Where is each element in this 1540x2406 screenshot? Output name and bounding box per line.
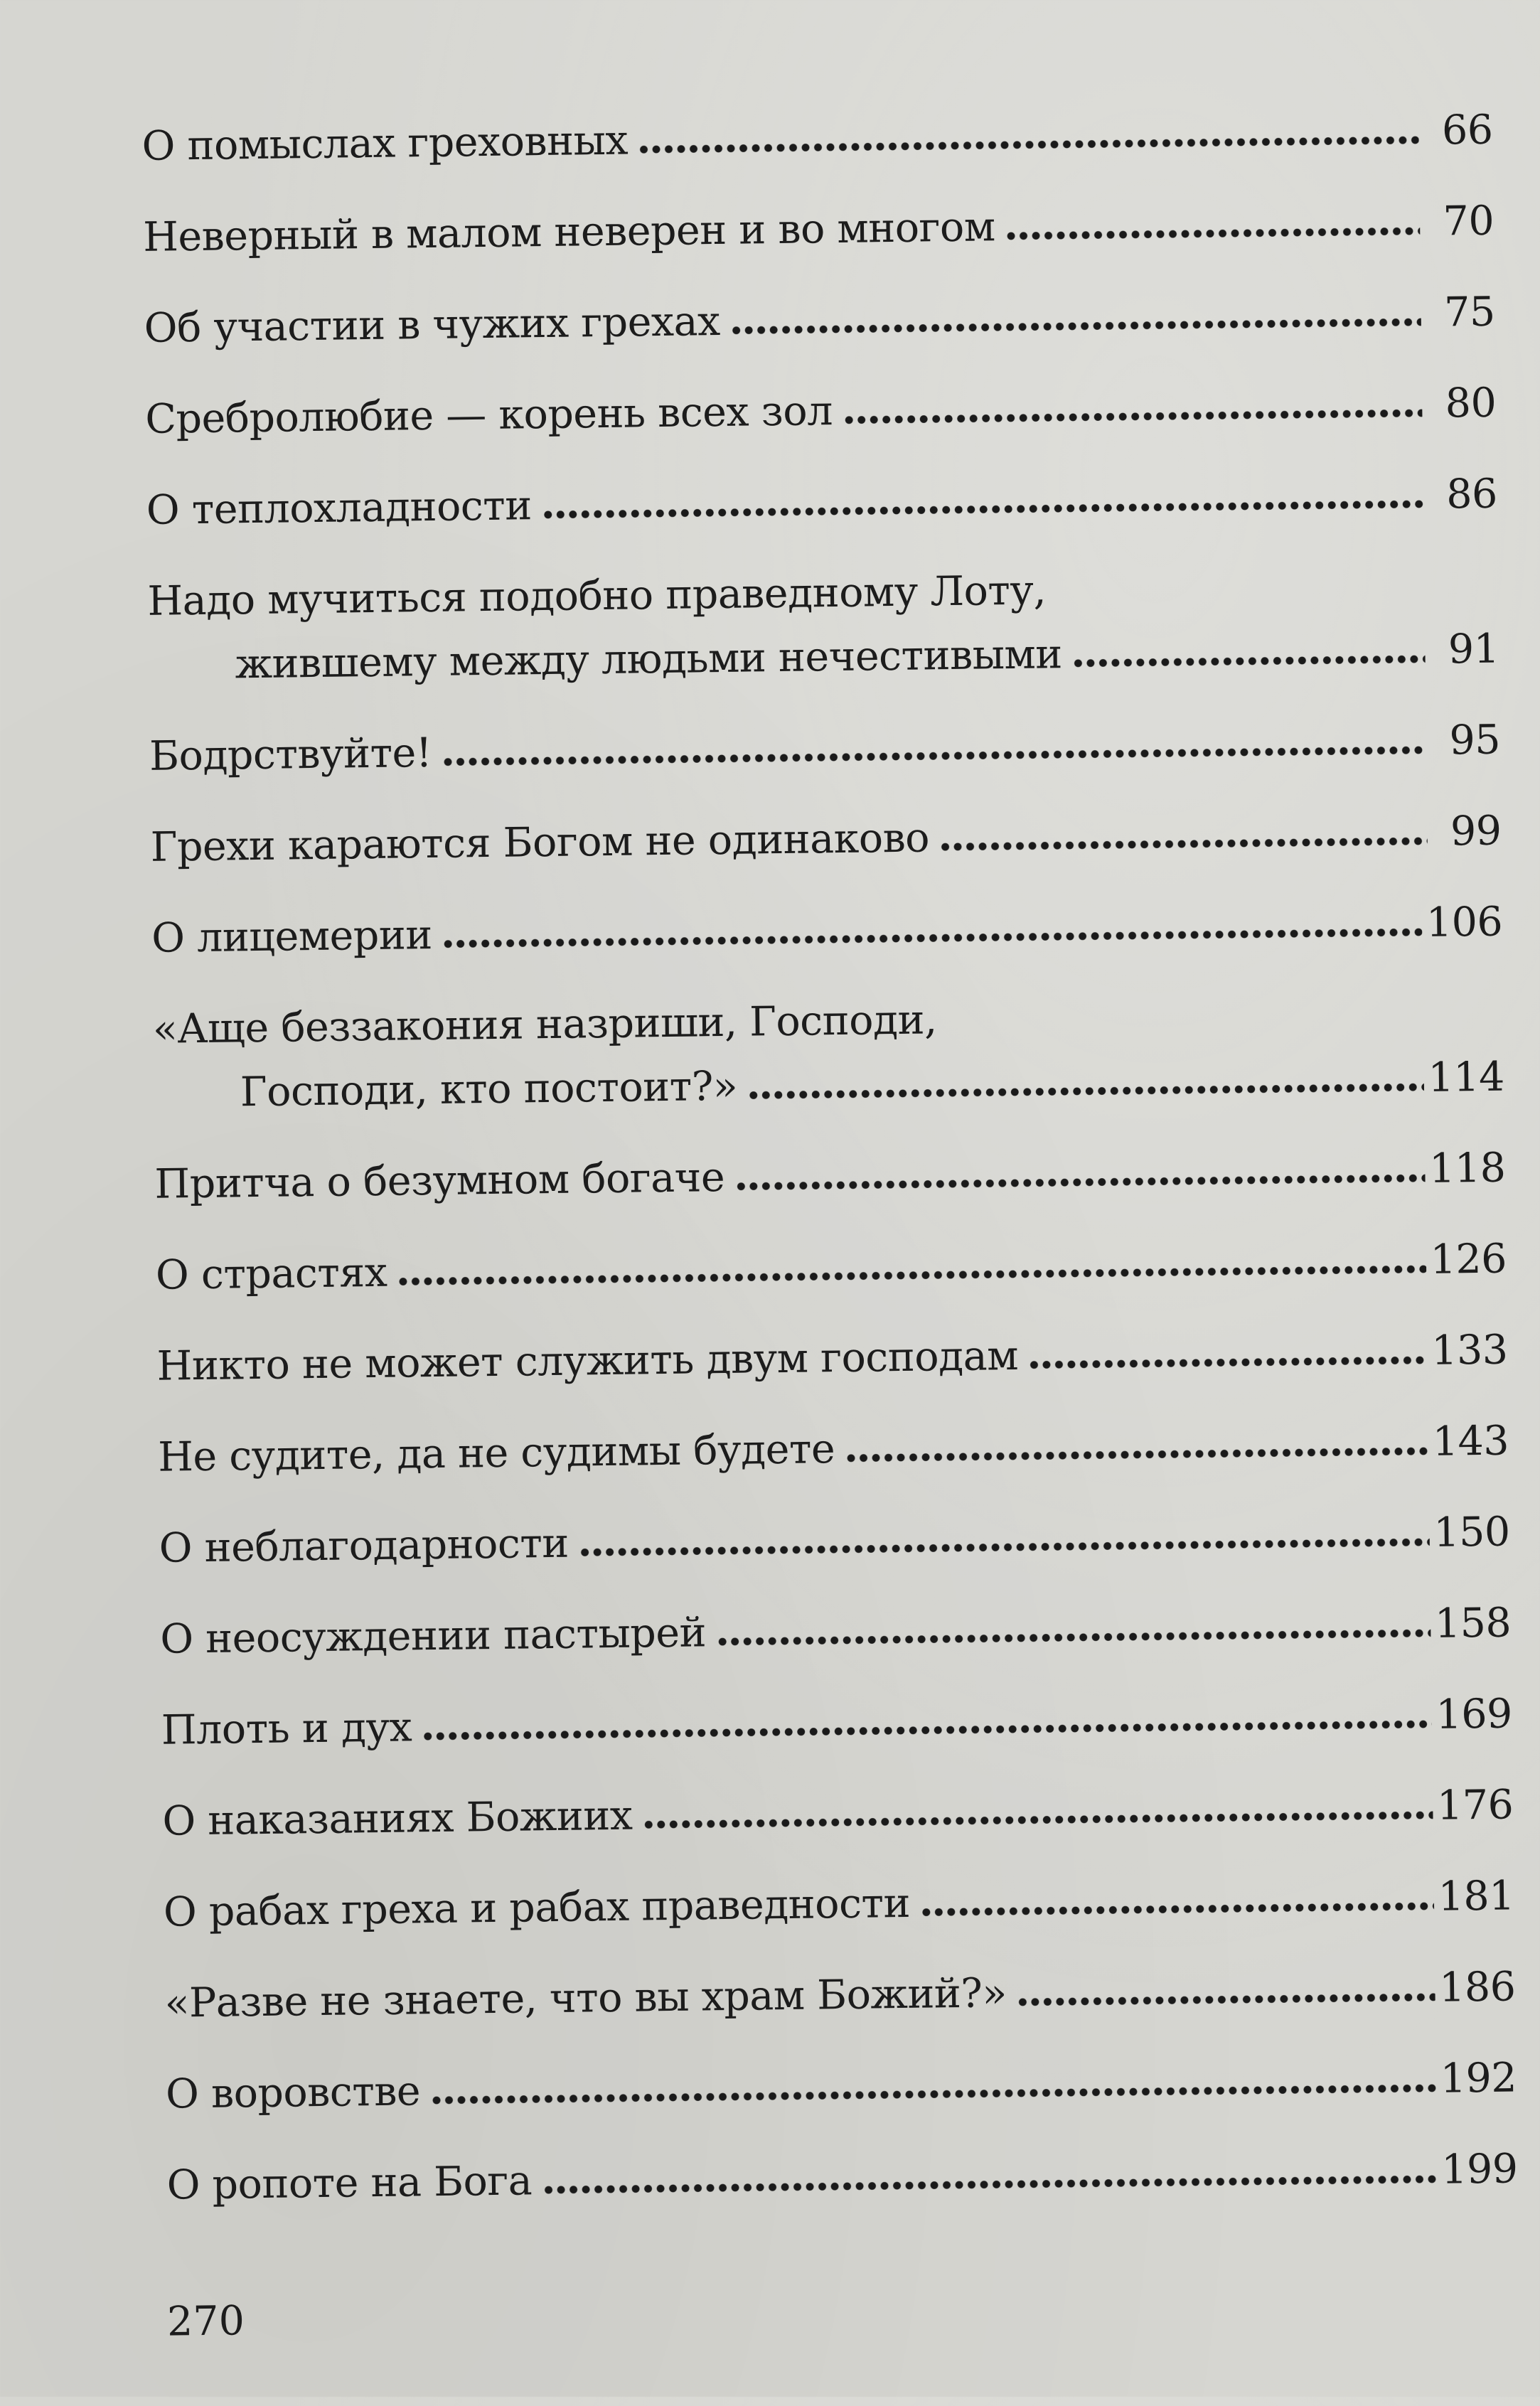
toc-entry-page: 158	[1434, 1599, 1512, 1647]
toc-entry-title-line-1: Надо мучиться подобно праведному Лоту,	[147, 567, 1047, 625]
toc-entry-page: 143	[1432, 1417, 1509, 1465]
toc-entry	[143, 189, 1494, 269]
dot-leader	[716, 1629, 1431, 1646]
toc-entry-title-line-2: Господи, кто постоит?»	[240, 1062, 738, 1116]
toc-entry-title: О наказаниях Божиих	[162, 1792, 633, 1845]
dot-leader	[442, 746, 1426, 766]
toc-entry	[141, 98, 1493, 178]
toc-entry-title-line-1: «Аще беззакония назриши, Господи,	[152, 996, 938, 1053]
toc-entry-page: 114	[1428, 1053, 1505, 1101]
dot-leader	[442, 928, 1422, 948]
dot-leader	[845, 1447, 1428, 1463]
toc-entry-page: 150	[1433, 1508, 1511, 1556]
toc-entry-multiline	[152, 981, 1504, 1126]
toc-entry	[146, 462, 1497, 542]
toc-entry-title: О рабах греха и рабах праведности	[163, 1879, 911, 1936]
toc-entry	[156, 1318, 1508, 1399]
dot-leader	[642, 1811, 1433, 1829]
toc-entry	[166, 2137, 1518, 2217]
toc-entry-page: 126	[1430, 1235, 1507, 1283]
dot-leader	[730, 318, 1421, 335]
toc-entry-title: О помыслах греховных	[141, 117, 629, 170]
dot-leader	[542, 500, 1423, 519]
toc-entry	[150, 799, 1502, 879]
toc-entry-page: 169	[1435, 1690, 1513, 1738]
toc-entry-body	[147, 553, 1499, 697]
toc-entry-title: «Разве не знаете, что вы храм Божий?»	[164, 1969, 1007, 2027]
toc-entry	[160, 1591, 1512, 1672]
dot-leader	[843, 409, 1423, 424]
toc-entry	[149, 708, 1501, 788]
dot-leader	[1072, 655, 1426, 668]
toc-entry	[154, 1136, 1506, 1217]
dot-leader	[542, 2175, 1437, 2194]
toc-entry-page: 186	[1438, 1963, 1516, 2011]
toc-entry-title: О неосуждении пастырей	[159, 1609, 707, 1663]
toc-entry-title: О неблагодарности	[159, 1519, 570, 1572]
toc-entry-title: Притча о безумном богаче	[154, 1153, 725, 1208]
toc-entry-page: 106	[1426, 898, 1503, 946]
toc-entry	[145, 371, 1497, 451]
toc-entry	[158, 1409, 1509, 1490]
toc-entry-title: Никто не может служить двум господам	[156, 1332, 1019, 1390]
toc-entry-body	[152, 981, 1504, 1126]
toc-entry	[144, 280, 1495, 360]
dot-leader	[1005, 227, 1421, 240]
dot-leader	[397, 1265, 1426, 1286]
toc-entry-page: 176	[1436, 1781, 1514, 1829]
toc-entry-title: О воровстве	[165, 2068, 421, 2118]
toc-entry-page: 99	[1450, 807, 1502, 855]
toc-entry	[161, 1682, 1512, 1763]
toc-entry-title: О ропоте на Бога	[166, 2157, 533, 2209]
toc-entry	[166, 2046, 1517, 2126]
toc-entry-title: О страстях	[155, 1249, 387, 1299]
toc-entry-page: 75	[1443, 288, 1496, 336]
toc-entry-page: 199	[1440, 2145, 1518, 2193]
dot-leader	[430, 2084, 1436, 2105]
dot-leader	[1028, 1356, 1427, 1369]
toc-entry-multiline	[147, 553, 1499, 697]
toc-entry-page: 133	[1431, 1326, 1508, 1374]
page-number: 270	[166, 2297, 245, 2346]
toc-entry-page: 91	[1448, 625, 1499, 673]
toc-entry-title: О лицемерии	[151, 911, 433, 962]
toc-entry	[151, 890, 1503, 971]
toc-entry-title: Неверный в малом неверен и во многом	[142, 203, 995, 261]
dot-leader	[747, 1083, 1424, 1100]
toc-entry	[162, 1773, 1514, 1854]
toc-entry-title-line-2: жившему между людьми нечестивыми	[235, 631, 1063, 688]
toc-entry	[164, 1955, 1516, 2035]
toc-entry-page: 86	[1445, 470, 1498, 518]
toc-entry-page: 70	[1443, 197, 1494, 245]
table-of-contents	[141, 98, 1518, 2245]
toc-entry-title: Об участии в чужих грехах	[144, 297, 721, 352]
toc-entry-title: Бодрствуйте!	[149, 729, 432, 780]
toc-entry-title: О теплохладности	[146, 482, 533, 534]
toc-entry-page: 95	[1449, 716, 1501, 764]
dot-leader	[920, 1902, 1434, 1917]
toc-entry-page: 66	[1441, 106, 1493, 154]
toc-entry-page: 118	[1428, 1144, 1506, 1192]
dot-leader	[638, 136, 1419, 154]
toc-entry	[156, 1227, 1507, 1308]
toc-entry	[163, 1864, 1514, 1944]
toc-entry-page: 80	[1445, 379, 1497, 427]
toc-entry-title: Сребролюбие — корень всех зол	[144, 387, 833, 443]
toc-entry-title: Не судите, да не судимы будете	[157, 1426, 835, 1481]
toc-entry-page: 192	[1440, 2054, 1517, 2102]
toc-entry-page: 181	[1438, 1872, 1515, 1920]
toc-entry	[159, 1500, 1510, 1581]
dot-leader	[939, 837, 1428, 851]
toc-entry-title: Плоть и дух	[161, 1704, 412, 1754]
dot-leader	[734, 1174, 1425, 1191]
dot-leader	[579, 1538, 1430, 1557]
toc-entry-title: Грехи караются Богом не одинаково	[150, 814, 930, 871]
dot-leader	[1017, 1993, 1435, 2006]
dot-leader	[422, 1720, 1431, 1741]
